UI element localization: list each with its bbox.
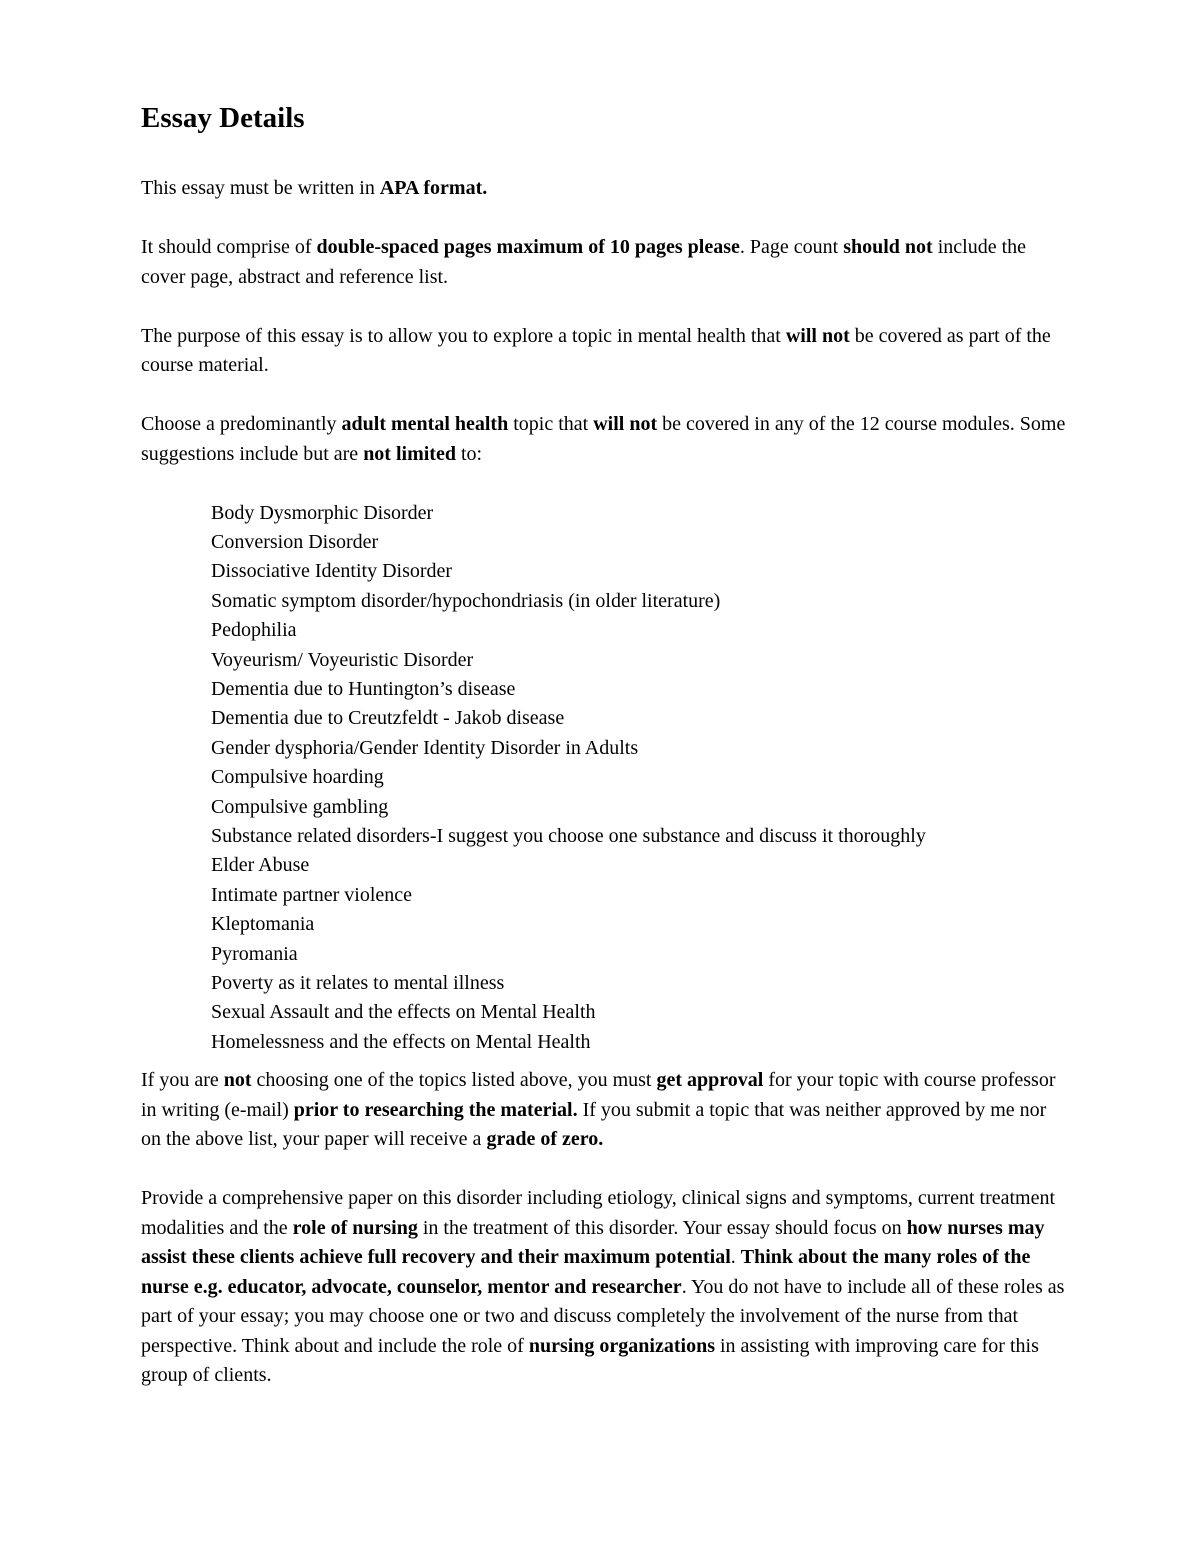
emphasized-text: adult mental health [341, 413, 509, 435]
intro-paragraph-1 [141, 174, 1071, 204]
topic-list-item: Pedophilia [211, 619, 297, 642]
topic-list-item: Homelessness and the effects on Mental Health [211, 1030, 591, 1053]
topic-list-item: Somatic symptom disorder/hypochondriasis (in older literature) [211, 589, 721, 612]
document-body [141, 100, 1071, 1420]
emphasized-text: Think about the many roles of the nurse e.g. educator, advocate, counselor, mentor and researcher [141, 1246, 1031, 1298]
topic-list-item: Sexual Assault and the effects on Mental Health [211, 1001, 596, 1024]
intro-paragraph-2 [141, 233, 1071, 292]
topic-list-item: Pyromania [211, 942, 298, 965]
body-text: The purpose of this essay is to allow you to explore a topic in mental health that [141, 324, 786, 347]
intro-paragraph-3 [141, 322, 1071, 381]
body-text: Provide a comprehensive paper on this disorder including etiology, clinical signs and symptoms, current treatment modalities and the [141, 1187, 1056, 1239]
body-text: Choose a predominantly [141, 413, 342, 435]
closing-paragraph-2 [141, 1184, 1071, 1391]
emphasized-text: will not [593, 413, 658, 435]
body-text: . [730, 1246, 741, 1269]
topic-list-item: Elder Abuse [211, 854, 310, 877]
topic-list-item: Substance related disorders-I suggest you choose one substance and discuss it thoroughly [211, 824, 926, 847]
emphasized-text: not limited [363, 442, 456, 465]
body-text: in the treatment of this disorder. Your essay should focus on [417, 1216, 907, 1239]
body-text: topic that [508, 413, 594, 435]
emphasized-text: not [223, 1069, 252, 1092]
topic-list-item: Dissociative Identity Disorder [211, 560, 453, 583]
emphasized-text: double-spaced pages maximum of 10 pages please [316, 236, 740, 258]
suggested-topics-list [141, 499, 1071, 1058]
topic-list-item: Body Dysmorphic Disorder [211, 501, 434, 524]
body-text: be covered as part of the course material. [141, 324, 1051, 376]
topic-list-item: Compulsive hoarding [211, 766, 384, 789]
body-text: be covered in any of the 12 course modules. Some suggestions include but are [141, 413, 1066, 465]
document-title: Essay Details [141, 102, 305, 134]
topic-list-item: Dementia due to Huntington’s disease [211, 677, 516, 700]
body-text: If you submit a topic that was neither approved by me nor on the above list, your paper will receive a [141, 1098, 1047, 1151]
intro-paragraph-4 [141, 410, 1071, 469]
topic-list-item: Kleptomania [211, 913, 315, 936]
emphasized-text: will not [785, 324, 850, 347]
topic-list-item: Dementia due to Creutzfeldt - Jakob disease [211, 707, 565, 730]
topic-list-item: Intimate partner violence [211, 883, 413, 906]
emphasized-text: get approval [656, 1069, 764, 1092]
topic-list-item: Poverty as it relates to mental illness [211, 972, 505, 994]
intro-paragraphs [141, 174, 1071, 469]
body-text: It should comprise of [141, 236, 317, 258]
emphasized-text: nursing organizations [528, 1334, 715, 1357]
body-text: . Page count [739, 236, 844, 258]
emphasized-text: how nurses may assist these clients achieve full recovery and their maximum potential [141, 1216, 1045, 1269]
body-text: . You do not have to include all of these roles as part of your essay; you may choose one or two and discuss completely the involvement of the nurse from that perspective. Think about and include the role of [141, 1275, 1065, 1357]
body-text: to: [455, 442, 483, 465]
emphasized-text: role of nursing [292, 1216, 418, 1239]
topic-list-item: Voyeurism/ Voyeuristic Disorder [211, 648, 474, 671]
topic-list-item: Compulsive gambling [211, 795, 389, 818]
topic-list-item: Conversion Disorder [211, 530, 379, 553]
closing-paragraph-1 [141, 1066, 1071, 1155]
emphasized-text: APA format. [379, 177, 488, 199]
body-text: in assisting with improving care for this group of clients. [141, 1334, 1039, 1387]
body-text: for your topic with course professor in writing (e-mail) [141, 1069, 1056, 1121]
body-text: include the cover page, abstract and reference list. [141, 236, 1027, 288]
emphasized-text: grade of zero. [486, 1128, 604, 1151]
emphasized-text: prior to researching the material. [293, 1098, 578, 1121]
emphasized-text: should not [843, 236, 933, 258]
body-text: choosing one of the topics listed above, you must [251, 1069, 657, 1092]
body-text: This essay must be written in [141, 177, 380, 199]
topic-list-item: Gender dysphoria/Gender Identity Disorder in Adults [211, 736, 639, 759]
closing-paragraphs [141, 1066, 1071, 1391]
body-text: If you are [141, 1069, 224, 1092]
